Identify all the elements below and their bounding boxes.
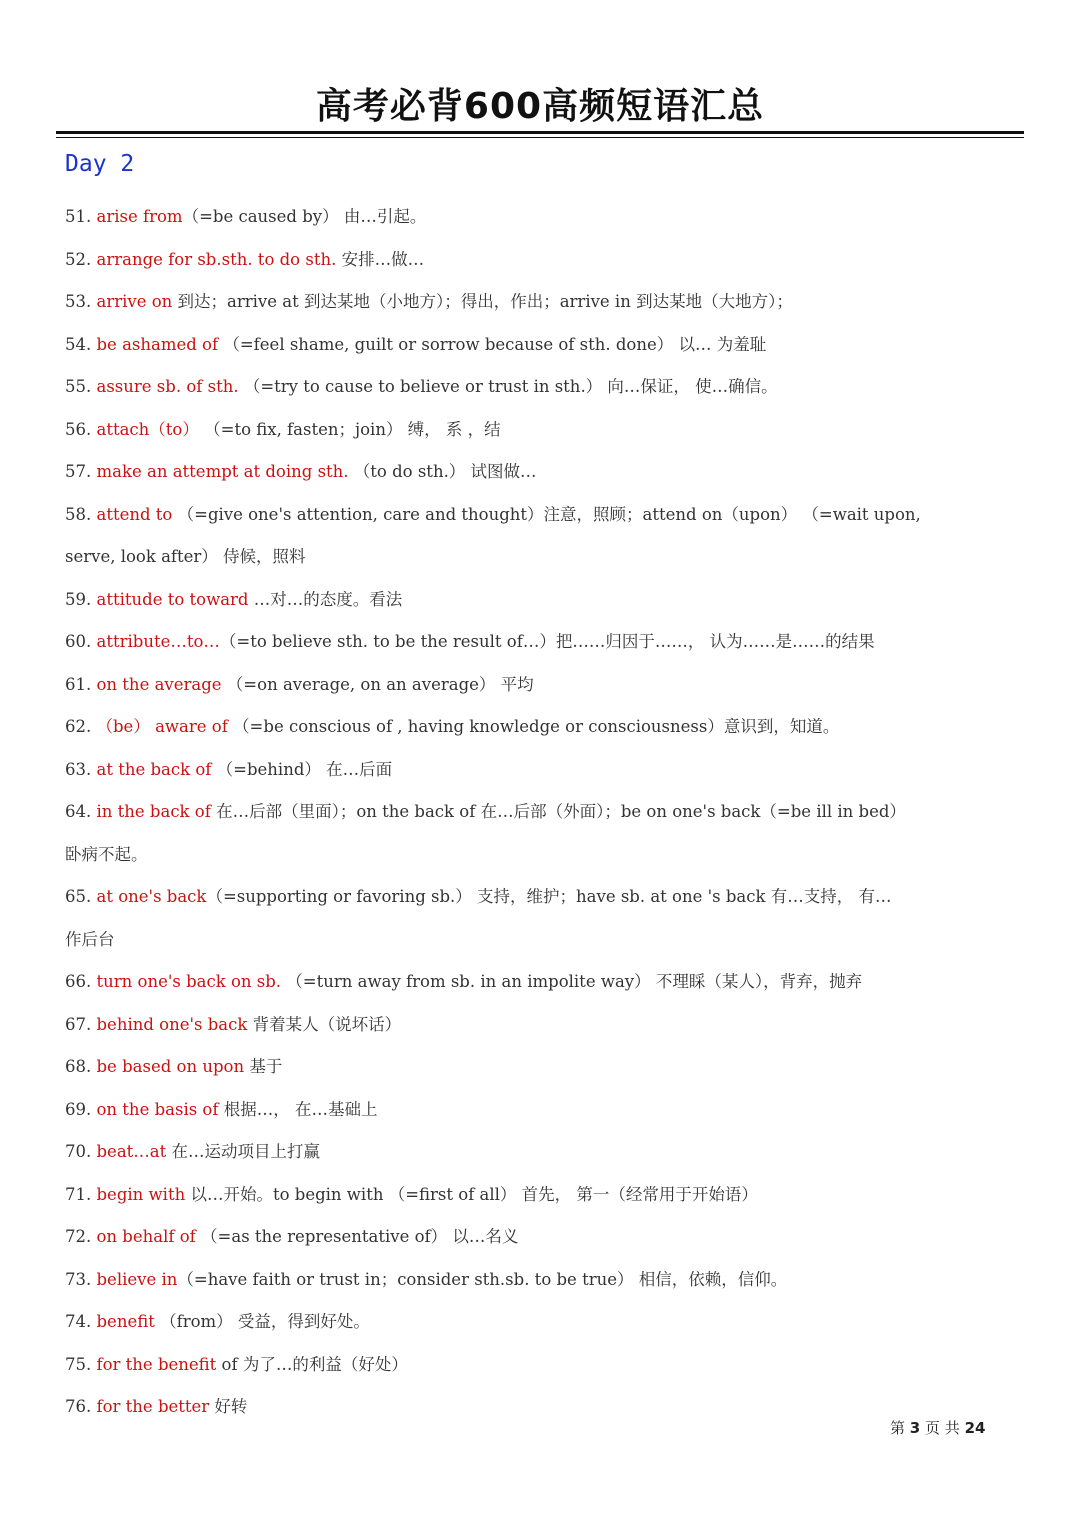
entry-definition: （=give one's attention, care and thought）注意，照顾；attend on（upon） （=wait upon, [172, 504, 921, 524]
title-rule-thin [56, 137, 1024, 138]
entry-number: 52. [65, 249, 92, 269]
entry-definition: （=feel shame, guilt or sorrow because of sth. done） 以… 为羞耻 [218, 334, 767, 354]
entry-number: 54. [65, 334, 92, 354]
entry-number: 67. [65, 1014, 92, 1034]
entry-number: 74. [65, 1312, 92, 1331]
entry-term: attend to [96, 504, 173, 524]
entry-definition: （=turn away from sb. in an impolite way） 不理睬（某人），背弃，抛弃 [281, 972, 863, 991]
entry-term: on the average [96, 674, 222, 694]
entry-number: 72. [65, 1227, 92, 1246]
entry-definition: 以…开始。to begin with （=first of all） 首先， 第一（经常用于开始语） [185, 1184, 758, 1204]
entry-number: 58. [65, 504, 92, 524]
page-footer [890, 1417, 985, 1438]
entry-definition: 卧病不起。 [65, 844, 148, 864]
entry-definition: （=be conscious of , having knowledge or consciousness）意识到，知道。 [227, 717, 840, 736]
list-item [65, 281, 1020, 324]
list-item [65, 1046, 1020, 1089]
list-item [65, 451, 1020, 494]
list-item-continuation [65, 919, 1020, 962]
entry-definition: 根据…， 在…基础上 [218, 1099, 378, 1119]
entry-number: 62. [65, 717, 92, 736]
entry-term: begin with [96, 1184, 186, 1204]
entry-term: beat…at [96, 1142, 167, 1161]
phrase-list [65, 196, 1020, 1429]
list-item [65, 239, 1020, 282]
list-item [65, 664, 1020, 707]
entry-number: 60. [65, 632, 92, 651]
entry-term: at the back of [96, 759, 212, 779]
page-title: 高考必背600高频短语汇总 [315, 86, 765, 127]
list-item [65, 1089, 1020, 1132]
list-item-continuation [65, 834, 1020, 877]
list-item [65, 706, 1020, 749]
list-item [65, 366, 1020, 409]
entry-definition: （=try to cause to believe or trust in sth.） 向…保证， 使…确信。 [238, 377, 778, 396]
entry-definition: （=be caused by） 由…引起。 [182, 207, 427, 226]
list-item [65, 1259, 1020, 1302]
entry-definition: 在…后部（里面）；on the back of 在…后部（外面）；be on one's back（=be ill in bed） [210, 802, 906, 821]
entry-definition: （=to fix, fasten；join） 缚， 系 ，结 [198, 419, 501, 439]
entry-number: 56. [65, 419, 92, 439]
entry-number: 61. [65, 674, 92, 694]
list-item [65, 1004, 1020, 1047]
entry-number: 66. [65, 972, 92, 991]
entry-number: 59. [65, 589, 92, 609]
list-item [65, 196, 1020, 239]
footer-prefix: 第 [890, 1419, 906, 1437]
list-item [65, 961, 1020, 1004]
entry-term: on behalf of [96, 1227, 196, 1246]
entry-term: at one's back [96, 887, 207, 906]
entry-term: benefit [96, 1312, 155, 1331]
list-item-continuation [65, 536, 1020, 579]
entry-number: 53. [65, 292, 92, 311]
entry-number: 70. [65, 1142, 92, 1161]
entry-definition: 作后台 [65, 929, 115, 949]
entry-definition: 好转 [209, 1397, 248, 1416]
entry-term: for the better [96, 1397, 210, 1416]
entry-term: behind one's back [96, 1014, 248, 1034]
entry-number: 76. [65, 1397, 92, 1416]
entry-term: be ashamed of [96, 334, 219, 354]
list-item [65, 621, 1020, 664]
list-item [65, 1301, 1020, 1344]
entry-definition: （=on average, on an average） 平均 [221, 674, 534, 694]
entry-definition: serve, look after） 侍候，照料 [65, 547, 306, 566]
entry-term: （be） aware of [96, 717, 228, 736]
entry-number: 65. [65, 887, 92, 906]
entry-number: 57. [65, 462, 92, 481]
entry-definition: of 为了…的利益（好处） [216, 1354, 408, 1374]
entry-term: make an attempt at doing sth. [96, 462, 349, 481]
list-item [65, 876, 1020, 919]
footer-mid: 页 共 [925, 1419, 960, 1437]
entry-definition: （=as the representative of） 以…名义 [195, 1227, 519, 1246]
entry-term: arrange for sb.sth. to do sth. [96, 249, 337, 269]
entry-definition: （=have faith or trust in；consider sth.sb. to be true） 相信，依赖，信仰。 [177, 1269, 788, 1289]
entry-term: be based on upon [96, 1057, 245, 1076]
entry-number: 73. [65, 1269, 92, 1289]
list-item [65, 1131, 1020, 1174]
list-item [65, 579, 1020, 622]
entry-definition: 在…运动项目上打赢 [166, 1142, 321, 1161]
list-item [65, 1216, 1020, 1259]
entry-term: on the basis of [96, 1099, 219, 1119]
list-item [65, 791, 1020, 834]
list-item [65, 749, 1020, 792]
entry-term: believe in [96, 1269, 178, 1289]
entry-number: 69. [65, 1099, 92, 1119]
entry-definition: 基于 [244, 1057, 283, 1076]
entry-term: arise from [96, 207, 183, 226]
entry-term: turn one's back on sb. [96, 972, 282, 991]
entry-term: in the back of [96, 802, 211, 821]
list-item [65, 1174, 1020, 1217]
entry-number: 68. [65, 1057, 92, 1076]
list-item [65, 1386, 1020, 1429]
entry-number: 51. [65, 207, 92, 226]
entry-definition: 背着某人（说坏话） [247, 1014, 402, 1034]
entry-definition: 到达；arrive at 到达某地（小地方）；得出，作出；arrive in 到达某地（大地方）； [172, 292, 793, 311]
list-item [65, 494, 1020, 537]
entry-number: 55. [65, 377, 92, 396]
page-total: 24 [964, 1419, 986, 1437]
entry-definition: （to do sth.） 试图做… [348, 462, 537, 481]
entry-definition: （from） 受益，得到好处。 [154, 1312, 370, 1331]
entry-term: attitude to toward [96, 589, 249, 609]
entry-number: 64. [65, 802, 92, 821]
list-item [65, 1344, 1020, 1387]
entry-term: attribute…to… [96, 632, 220, 651]
entry-number: 71. [65, 1184, 92, 1204]
entry-definition: （=behind） 在…后面 [211, 759, 393, 779]
entry-term: for the benefit [96, 1354, 217, 1374]
entry-definition: …对…的态度。看法 [248, 589, 403, 609]
page-number: 3 [909, 1419, 921, 1437]
entry-number: 63. [65, 759, 92, 779]
entry-definition: （=to believe sth. to be the result of…）把……归因于……， 认为……是……的结果 [219, 632, 875, 651]
entry-definition: 安排…做… [336, 249, 425, 269]
title-rule-thick [56, 131, 1024, 134]
entry-term: assure sb. of sth. [96, 377, 239, 396]
list-item [65, 324, 1020, 367]
entry-definition: （=supporting or favoring sb.） 支持，维护；have sb. at one 's back 有…支持， 有… [206, 887, 892, 906]
entry-term: arrive on [96, 292, 173, 311]
section-heading: Day 2 [65, 151, 135, 177]
list-item [65, 409, 1020, 452]
entry-number: 75. [65, 1354, 92, 1374]
entry-term: attach（to） [96, 419, 199, 439]
